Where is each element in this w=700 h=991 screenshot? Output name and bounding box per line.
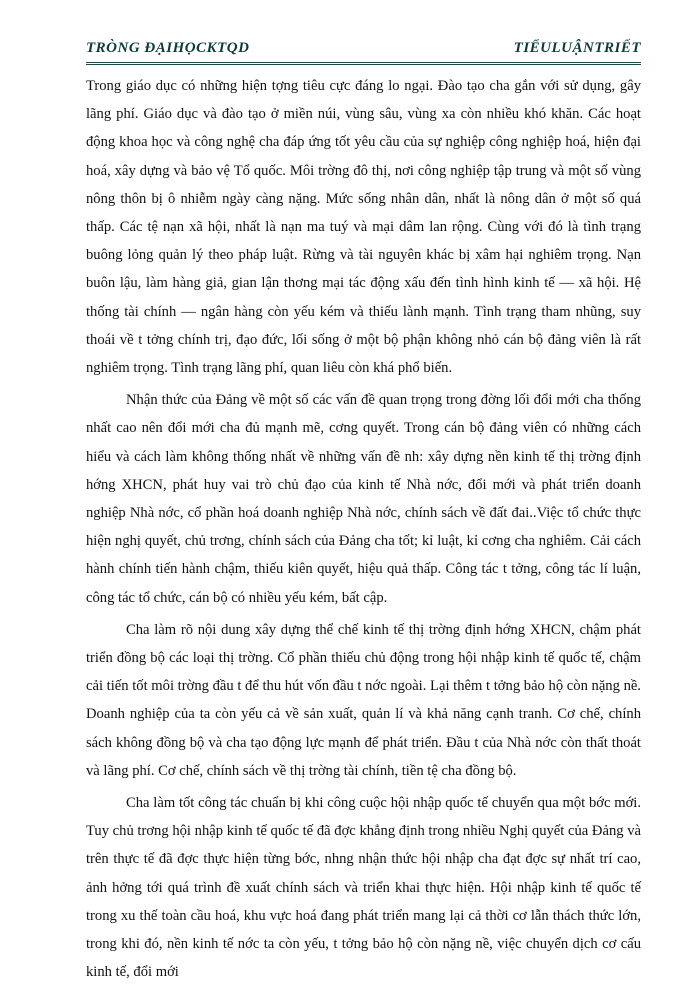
- header-school-name: TRÒNG ĐẠIHỌCKTQD: [86, 40, 250, 56]
- header-essay-title: TIỂULUẬNTRIẾT: [513, 40, 641, 56]
- paragraph-market-institutions: Cha làm rõ nội dung xây dựng thể chế kinh tế thị trờng định hớng XHCN, chậm phát triển đồng bộ các loại thị trờng. Cổ phần thiếu chủ động trong hội nhập kinh tế quốc tế, chậm cải tiến tốt môi trờng đầu t để thu hút vốn đầu t nớc ngoài. Lại thêm t tởng bảo hộ còn nặng nề. Doanh nghiệp của ta còn yếu cả về sản xuất, quản lí và khả năng cạnh tranh. Cơ chế, chính sách không đồng bộ và cha tạo động lực mạnh để phát triển. Đầu t của Nhà nớc còn thất thoát và lãng phí. Cơ chế, chính sách về thị trờng tài chính, tiền tệ cha đồng bộ.: [86, 621, 641, 779]
- paragraph-party-awareness: Nhận thức của Đảng về một số các vấn đề quan trọng trong đờng lối đổi mới cha thống nhất cao nên đổi mới cha đủ mạnh mẽ, cơng quyết. Trong cán bộ đảng viên có những cách hiểu và cách làm không thống nhất về những vấn đề nh: xây dựng nền kinh tế thị trờng định hớng XHCN, phát huy vai trò chủ đạo của kinh tế Nhà nớc, đổi mới và phát triển doanh nghiệp Nhà nớc, cổ phần hoá doanh nghiệp Nhà nớc, chính sách về đất đai..Việc tổ chức thực hiện nghị quyết, chủ trơng, chính sách của Đảng cha tốt; kỉ luật, kỉ cơng cha nghiêm. Cải cách hành chính tiến hành chậm, thiếu kiên quyết, hiệu quả thấp. Công tác t tởng, công tác lí luận, công tác tổ chức, cán bộ có nhiều yếu kém, bất cập.: [86, 392, 641, 606]
- paragraph-international-integration: Cha làm tốt công tác chuẩn bị khi công cuộc hội nhập quốc tế chuyển qua một bớc mới. Tuy chủ trơng hội nhập kinh tế quốc tế đã đợc khẳng định trong nhiều Nghị quyết của Đảng và trên thực tế đã đợc thực hiện từng bớc, nhng nhận thức hội nhập cha đạt đợc sự nhất trí cao, ảnh hởng tới quá trình đề xuất chính sách và triển khai thực hiện. Hội nhập kinh tế quốc tế trong xu thế toàn cầu hoá, khu vực hoá đang phát triển mang lại cả thời cơ lẫn thách thức lớn, trong khi đó, nền kinh tế nớc ta còn yếu, t tởng bảo hộ còn nặng nề, việc chuyển dịch cơ cấu kinh tế, đổi mới: [86, 795, 641, 981]
- header-divider: [86, 62, 641, 65]
- page-header: [86, 40, 641, 64]
- paragraph-problems: Trong giáo dục có những hiện tợng tiêu cực đáng lo ngại. Đào tạo cha gắn với sử dụng, gây lãng phí. Giáo dục và đào tạo ở miền núi, vùng sâu, vùng xa còn nhiều khó khăn. Các hoạt động khoa học và công nghệ cha đáp ứng tốt yêu cầu của sự nghiệp công nghiệp hoá, hiện đại hoá, xây dựng và bảo vệ Tổ quốc. Môi trờng đô thị, nơi công nghiệp tập trung và một số vùng nông thôn bị ô nhiễm ngày càng nặng. Mức sống nhân dân, nhất là nông dân ở một số quá thấp. Các tệ nạn xã hội, nhất là nạn ma tuý và mại dâm lan rộng. Cùng với đó là tình trạng buông lỏng quản lý theo pháp luật. Rừng và tài nguyên khác bị xâm hại nghiêm trọng. Nạn buôn lậu, làm hàng giả, gian lận thơng mại tác động xấu đến tình hình kinh tế — xã hội. Hệ thống tài chính — ngân hàng còn yếu kém và thiếu lành mạnh. Tình trạng tham nhũng, suy thoái về t tởng chính trị, đạo đức, lối sống ở một bộ phận không nhỏ cán bộ đảng viên là rất nghiêm trọng. Tình trạng lãng phí, quan liêu còn khá phổ biến.: [86, 78, 641, 377]
- document-body: [86, 72, 641, 991]
